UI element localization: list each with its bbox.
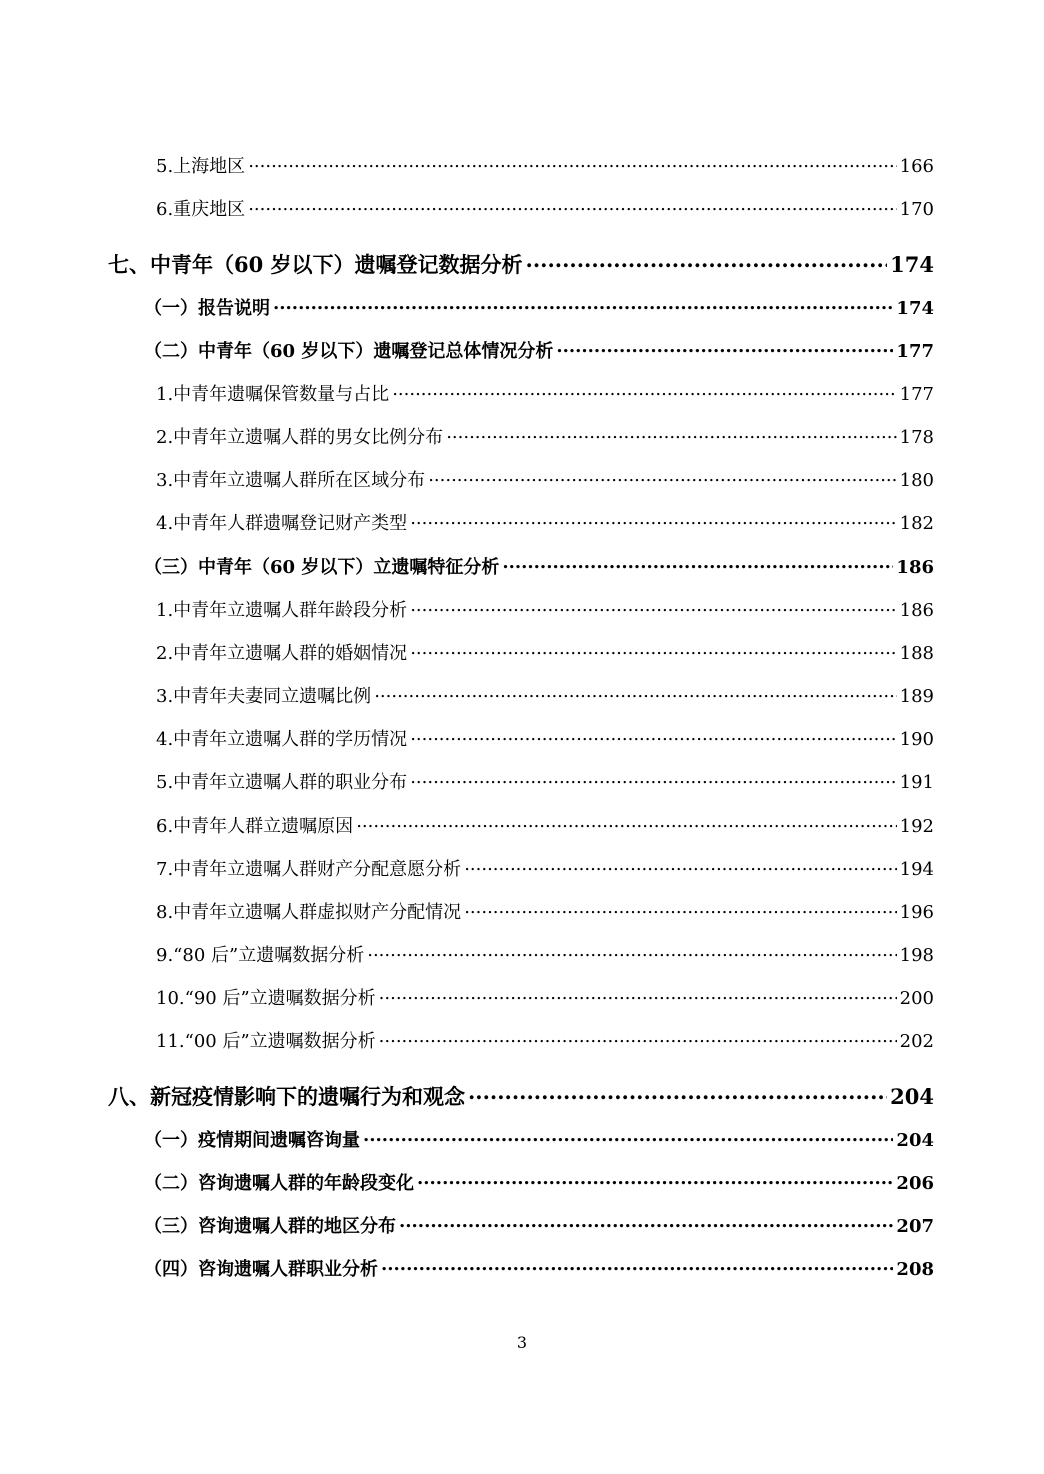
toc-entry-page: 170: [899, 199, 934, 220]
toc-entry-page: 207: [896, 1216, 934, 1237]
toc-entry-page: 174: [896, 298, 934, 319]
dot-leader: [367, 943, 896, 961]
toc-entry-label: 8.中青年立遗嘱人群虚拟财产分配情况: [156, 902, 462, 923]
toc-chapter-entry[interactable]: [0, 1081, 1044, 1111]
dot-leader: [464, 900, 896, 918]
toc-entry-label: 八、新冠疫情影响下的遗嘱行为和观念: [108, 1084, 465, 1109]
toc-entry-label: 3.中青年立遗嘱人群所在区域分布: [156, 470, 426, 491]
toc-entry-label: 6.重庆地区: [156, 199, 246, 220]
toc-entry[interactable]: [0, 725, 1044, 751]
toc-entry-label: （一）疫情期间遗嘱咨询量: [144, 1130, 360, 1151]
dot-leader: [526, 251, 888, 272]
toc-entry-label: 4.中青年立遗嘱人群的学历情况: [156, 729, 408, 750]
toc-entry-label: 10.“90 后”立遗嘱数据分析: [156, 988, 376, 1009]
toc-section-entry[interactable]: [0, 553, 1044, 579]
toc-entry[interactable]: [0, 423, 1044, 449]
dot-leader: [379, 986, 897, 1004]
dot-leader: [464, 857, 896, 875]
dot-leader: [410, 511, 896, 529]
toc-entry[interactable]: [0, 898, 1044, 924]
toc-entry[interactable]: [0, 152, 1044, 178]
toc-entry[interactable]: [0, 466, 1044, 492]
toc-entry[interactable]: [0, 768, 1044, 794]
toc-entry[interactable]: [0, 682, 1044, 708]
toc-entry[interactable]: [0, 812, 1044, 838]
toc-entry-page: 190: [899, 729, 934, 750]
toc-entry-label: 1.中青年遗嘱保管数量与占比: [156, 384, 390, 405]
toc-entry[interactable]: [0, 639, 1044, 665]
toc-entry-label: 11.“00 后”立遗嘱数据分析: [156, 1031, 376, 1052]
toc-entry-label: 2.中青年立遗嘱人群的男女比例分布: [156, 427, 444, 448]
dot-leader: [392, 382, 896, 400]
toc-entry[interactable]: [0, 509, 1044, 535]
toc-entry-label: 3.中青年夫妻同立遗嘱比例: [156, 686, 372, 707]
toc-entry-page: 208: [896, 1259, 934, 1280]
toc-entry-label: 4.中青年人群遗嘱登记财产类型: [156, 513, 408, 534]
toc-entry-page: 200: [899, 988, 934, 1009]
dot-leader: [410, 770, 896, 788]
toc-entry-page: 196: [899, 902, 934, 923]
dot-leader: [248, 197, 896, 215]
toc-section-entry[interactable]: [0, 1169, 1044, 1195]
toc-entry-page: 202: [899, 1031, 934, 1052]
dot-leader: [410, 641, 896, 659]
dot-leader: [417, 1171, 893, 1189]
toc-entry-label: （三）咨询遗嘱人群的地区分布: [144, 1216, 396, 1237]
toc-entry-page: 186: [899, 600, 934, 621]
toc-entry-page: 182: [899, 513, 934, 534]
dot-leader: [410, 727, 896, 745]
dot-leader: [399, 1214, 893, 1232]
toc-entry-label: （二）中青年（60 岁以下）遗嘱登记总体情况分析: [144, 341, 554, 362]
dot-leader: [374, 684, 896, 702]
toc-entry-label: 9.“80 后”立遗嘱数据分析: [156, 945, 365, 966]
dot-leader: [381, 1257, 893, 1275]
toc-entry-page: 188: [899, 643, 934, 664]
toc-entry-label: （三）中青年（60 岁以下）立遗嘱特征分析: [144, 557, 500, 578]
toc-entry[interactable]: [0, 984, 1044, 1010]
toc-entry-page: 178: [899, 427, 934, 448]
toc-section-entry[interactable]: [0, 1255, 1044, 1281]
toc-entry-label: 2.中青年立遗嘱人群的婚姻情况: [156, 643, 408, 664]
toc-entry-page: 191: [899, 772, 934, 793]
toc-entry-label: （一）报告说明: [144, 298, 270, 319]
toc-entry-page: 189: [899, 686, 934, 707]
toc-entry-page: 192: [899, 816, 934, 837]
toc-entry-label: 7.中青年立遗嘱人群财产分配意愿分析: [156, 859, 462, 880]
toc-entry-label: 5.中青年立遗嘱人群的职业分布: [156, 772, 408, 793]
toc-entry-label: （二）咨询遗嘱人群的年龄段变化: [144, 1173, 414, 1194]
dot-leader: [556, 339, 893, 357]
dot-leader: [468, 1083, 887, 1104]
toc-entry-page: 204: [896, 1130, 934, 1151]
dot-leader: [502, 555, 893, 573]
dot-leader: [363, 1128, 893, 1146]
dot-leader: [379, 1029, 897, 1047]
toc-entry-page: 204: [890, 1084, 934, 1109]
toc-entry-page: 198: [899, 945, 934, 966]
toc-entry[interactable]: [0, 380, 1044, 406]
toc-entry-page: 194: [899, 859, 934, 880]
toc-entry-page: 174: [890, 252, 934, 277]
toc-entry-label: 七、中青年（60 岁以下）遗嘱登记数据分析: [108, 252, 523, 277]
toc-entry[interactable]: [0, 941, 1044, 967]
page-number: 3: [516, 1333, 528, 1352]
dot-leader: [410, 598, 896, 616]
toc-entry[interactable]: [0, 855, 1044, 881]
toc-entry-page: 177: [896, 341, 934, 362]
toc-entry-page: 166: [899, 156, 934, 177]
toc-section-entry[interactable]: [0, 1126, 1044, 1152]
toc-entry-page: 180: [899, 470, 934, 491]
toc-entry-page: 177: [899, 384, 934, 405]
toc-entry-label: 1.中青年立遗嘱人群年龄段分析: [156, 600, 408, 621]
dot-leader: [248, 154, 896, 172]
toc-entry-label: 6.中青年人群立遗嘱原因: [156, 816, 354, 837]
dot-leader: [446, 425, 896, 443]
toc-entry-label: （四）咨询遗嘱人群职业分析: [144, 1259, 378, 1280]
dot-leader: [356, 814, 896, 832]
toc-entry-label: 5.上海地区: [156, 156, 246, 177]
toc-section-entry[interactable]: [0, 294, 1044, 320]
toc-entry-page: 186: [896, 557, 934, 578]
dot-leader: [428, 468, 896, 486]
dot-leader: [273, 296, 893, 314]
toc-entry[interactable]: [0, 195, 1044, 221]
toc-chapter-entry[interactable]: [0, 249, 1044, 279]
toc-entry[interactable]: [0, 596, 1044, 622]
toc-section-entry[interactable]: [0, 1212, 1044, 1238]
toc-entry[interactable]: [0, 1027, 1044, 1053]
toc-entry-page: 206: [896, 1173, 934, 1194]
toc-section-entry[interactable]: [0, 337, 1044, 363]
